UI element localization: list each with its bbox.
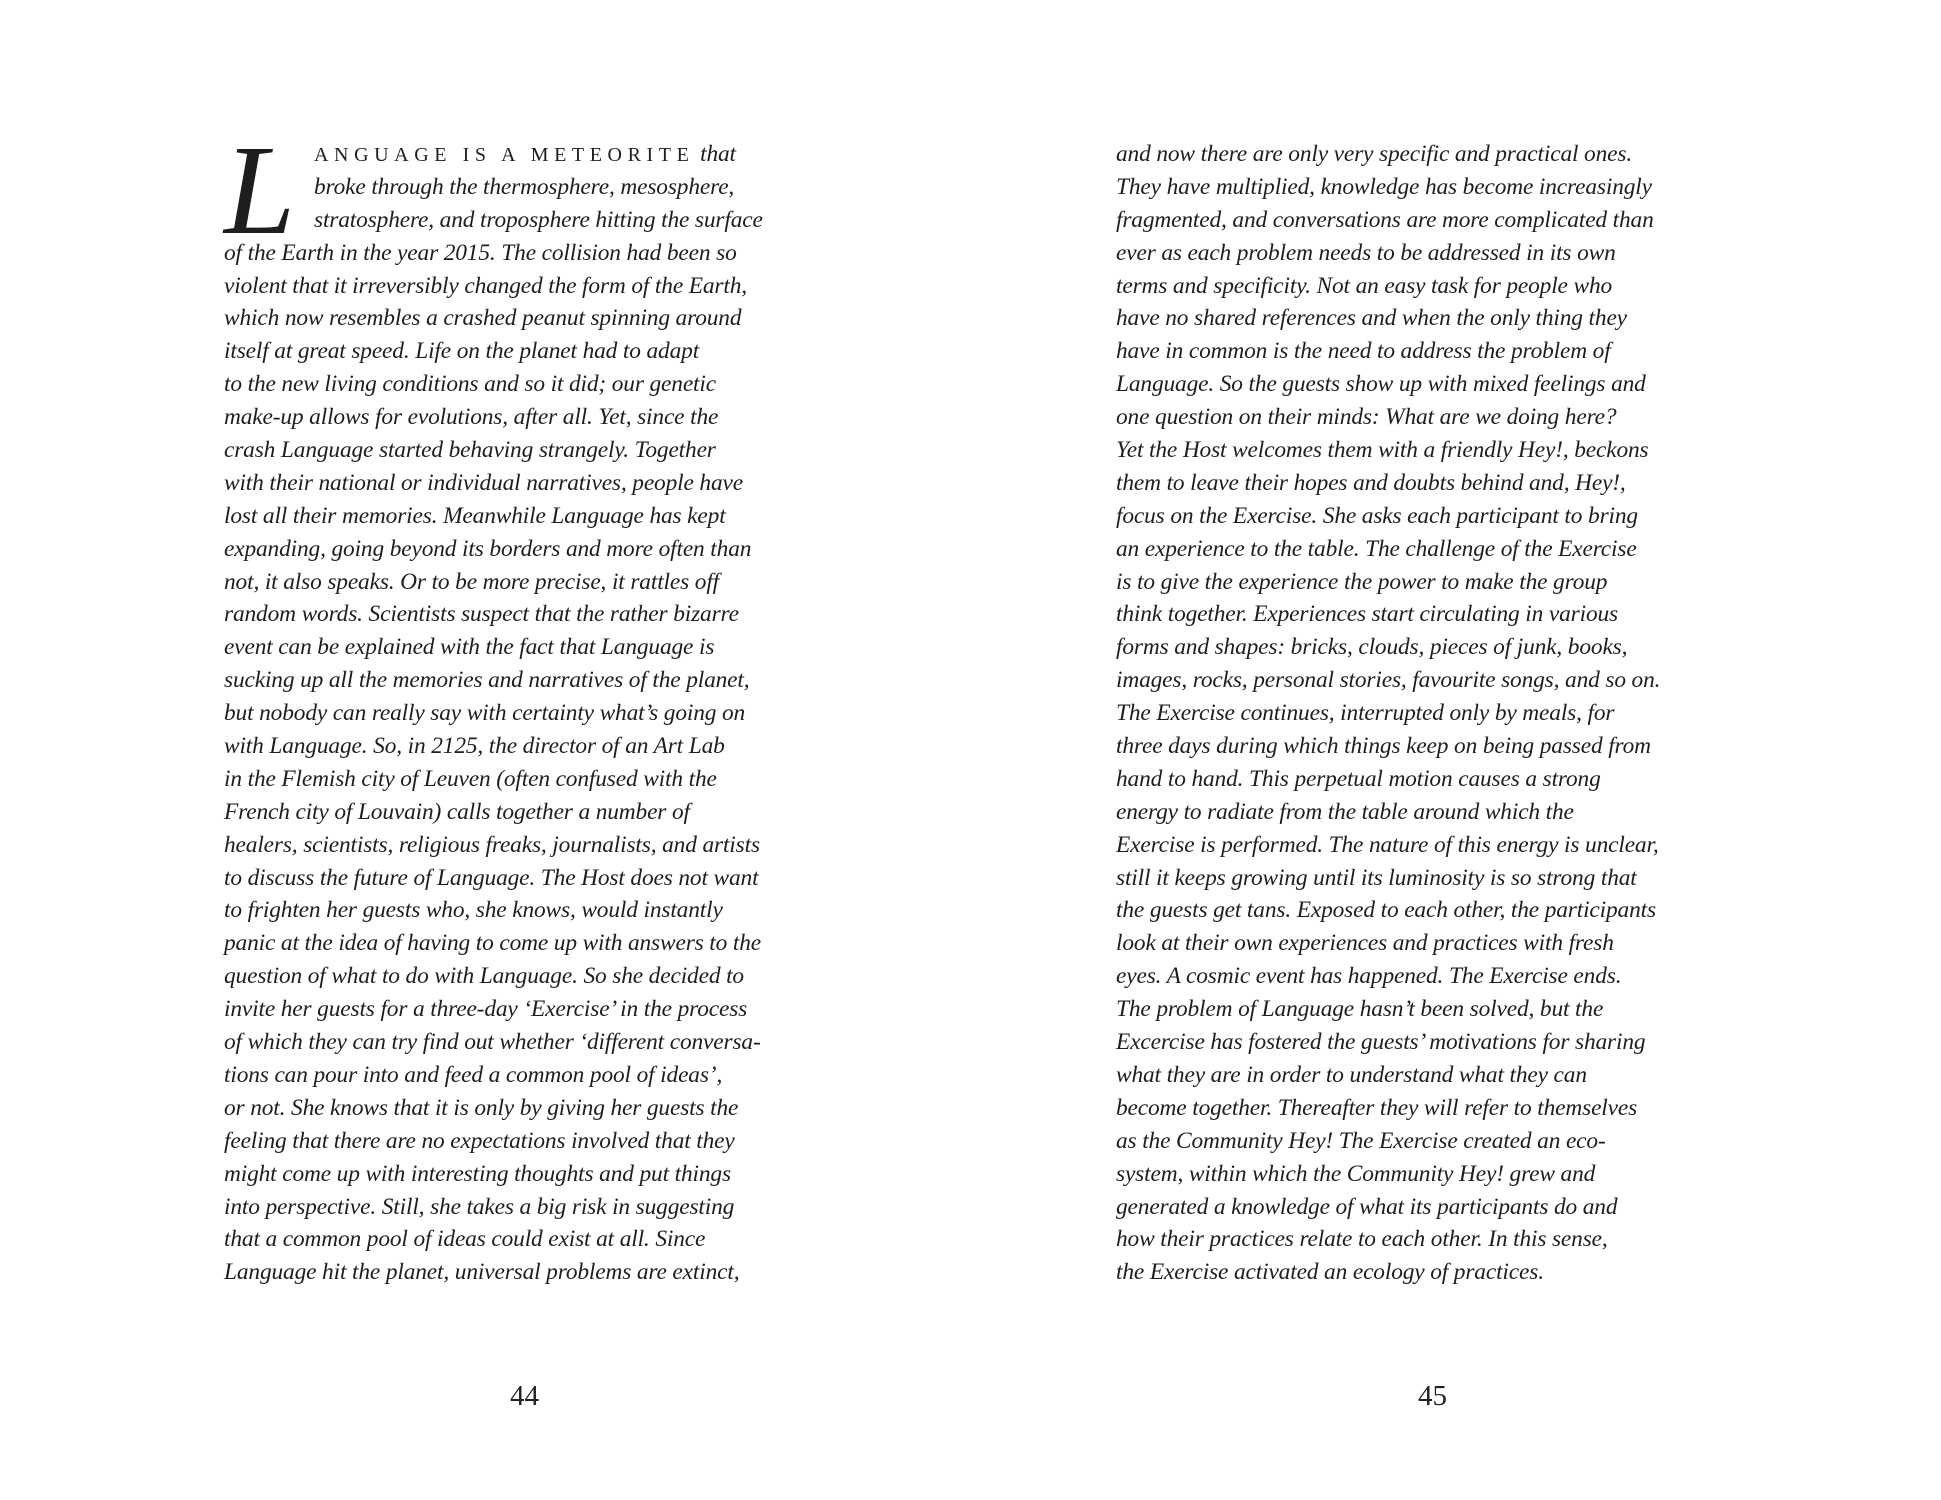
text-line: and now there are only very specific and practical ones. (1116, 141, 1633, 167)
text-line: stratosphere, and troposphere hitting the surface (314, 206, 763, 233)
opening-smallcaps: ANGUAGE IS A METEORITE (314, 144, 695, 166)
text-line: healers, scientists, religious freaks, journalists, and artists (224, 831, 760, 858)
text-line: The Exercise continues, interrupted only by meals, for (1116, 700, 1615, 727)
text-line: random words. Scientists suspect that the rather bizarre (224, 601, 739, 628)
text-line: make-up allows for evolutions, after all. Yet, since the (224, 404, 719, 431)
text-line: to discuss the future of Language. The Host does not want (224, 864, 759, 891)
text-line: question of what to do with Language. So she decided to (224, 963, 744, 990)
left-page-body (224, 138, 763, 1289)
text-line: itself at great speed. Life on the planet had to adapt (224, 338, 700, 365)
text-line: might come up with interesting thoughts and put things (224, 1160, 731, 1187)
opening-line (224, 138, 763, 171)
text-line: panic at the idea of having to come up with answers to the (224, 930, 762, 957)
page-number-right: 45 (1418, 1380, 1447, 1412)
text-line: ever as each problem needs to be addressed in its own (1116, 239, 1616, 266)
text-line: have no shared references and when the only thing they (1116, 305, 1627, 332)
text-line: what they are in order to understand what they can (1116, 1061, 1587, 1088)
text-line: Excercise has fostered the guests’ motivations for sharing (1116, 1029, 1646, 1056)
text-line: to frighten her guests who, she knows, would instantly (224, 897, 723, 924)
text-line: in the Flemish city of Leuven (often confused with the (224, 765, 717, 792)
left-page (0, 0, 970, 1500)
text-line: They have multiplied, knowledge has become increasingly (1116, 173, 1652, 200)
right-page (970, 0, 1941, 1500)
opening-line-rest: that (694, 141, 736, 167)
text-line: three days during which things keep on being passed from (1116, 733, 1651, 760)
text-line: The problem of Language hasn’t been solved, but the (1116, 996, 1604, 1023)
text-line: an experience to the table. The challenge of the Exercise (1116, 535, 1637, 562)
text-line: the Exercise activated an ecology of practices. (1116, 1259, 1544, 1286)
text-line: broke through the thermosphere, mesosphere, (314, 173, 735, 200)
text-line: not, it also speaks. Or to be more precise, it rattles off (224, 568, 720, 595)
text-line: Exercise is performed. The nature of this energy is unclear, (1116, 831, 1659, 858)
left-text-lines (224, 171, 763, 1289)
text-line: generated a knowledge of what its participants do and (1116, 1193, 1618, 1220)
drop-cap: L (224, 119, 296, 261)
text-line: energy to radiate from the table around which the (1116, 798, 1574, 825)
text-line: sucking up all the memories and narratives of the planet, (224, 667, 750, 694)
text-line: hand to hand. This perpetual motion causes a strong (1116, 765, 1601, 792)
text-line: as the Community Hey! The Exercise created an eco- (1116, 1127, 1606, 1154)
text-line: of which they can try find out whether ‘different conversa- (224, 1029, 761, 1056)
text-line: system, within which the Community Hey! grew and (1116, 1160, 1596, 1187)
text-line: invite her guests for a three-day ‘Exercise’ in the process (224, 996, 748, 1023)
text-line: to the new living conditions and so it did; our genetic (224, 371, 716, 398)
text-line: violent that it irreversibly changed the form of the Earth, (224, 272, 747, 299)
text-line: one question on their minds: What are we doing here? (1116, 404, 1617, 431)
text-line: French city of Louvain) calls together a number of (224, 798, 690, 825)
text-line: of the Earth in the year 2015. The collision had been so (224, 239, 737, 266)
text-line: fragmented, and conversations are more complicated than (1116, 206, 1654, 233)
text-line: but nobody can really say with certainty what’s going on (224, 700, 746, 727)
text-line: think together. Experiences start circulating in various (1116, 601, 1618, 628)
text-line: Language hit the planet, universal problems are extinct, (224, 1259, 740, 1286)
text-line: become together. Thereafter they will refer to themselves (1116, 1094, 1638, 1121)
text-line: with their national or individual narratives, people have (224, 469, 743, 496)
text-line: have in common is the need to address the problem of (1116, 338, 1611, 365)
text-line: the guests get tans. Exposed to each other, the participants (1116, 897, 1656, 924)
text-line: still it keeps growing until its luminosity is so strong that (1116, 864, 1637, 891)
text-line: into perspective. Still, she takes a big risk in suggesting (224, 1193, 735, 1220)
text-line: how their practices relate to each other. In this sense, (1116, 1226, 1608, 1253)
right-text-lines (1116, 138, 1660, 1289)
text-line: event can be explained with the fact that Language is (224, 634, 715, 661)
text-line: focus on the Exercise. She asks each participant to bring (1116, 502, 1638, 529)
text-line: crash Language started behaving strangely. Together (224, 437, 716, 464)
text-line: with Language. So, in 2125, the director of an Art Lab (224, 733, 725, 760)
text-line: is to give the experience the power to make the group (1116, 568, 1608, 595)
text-line: look at their own experiences and practices with fresh (1116, 930, 1614, 957)
text-line: terms and specificity. Not an easy task for people who (1116, 272, 1613, 299)
text-line: Language. So the guests show up with mixed feelings and (1116, 371, 1646, 398)
text-line: Yet the Host welcomes them with a friendly Hey!, beckons (1116, 437, 1649, 464)
text-line: that a common pool of ideas could exist at all. Since (224, 1226, 706, 1253)
page-number-left: 44 (510, 1380, 539, 1412)
text-line: tions can pour into and feed a common pool of ideas’, (224, 1061, 723, 1088)
text-line: which now resembles a crashed peanut spinning around (224, 305, 742, 332)
text-line: lost all their memories. Meanwhile Language has kept (224, 502, 726, 529)
text-line: feeling that there are no expectations involved that they (224, 1127, 735, 1154)
text-line: eyes. A cosmic event has happened. The Exercise ends. (1116, 963, 1622, 990)
right-page-body (1116, 138, 1660, 1289)
text-line: expanding, going beyond its borders and more often than (224, 535, 752, 562)
text-line: forms and shapes: bricks, clouds, pieces of junk, books, (1116, 634, 1628, 661)
text-line: them to leave their hopes and doubts behind and, Hey!, (1116, 469, 1626, 496)
text-line: images, rocks, personal stories, favourite songs, and so on. (1116, 667, 1661, 694)
text-line: or not. She knows that it is only by giving her guests the (224, 1094, 739, 1121)
